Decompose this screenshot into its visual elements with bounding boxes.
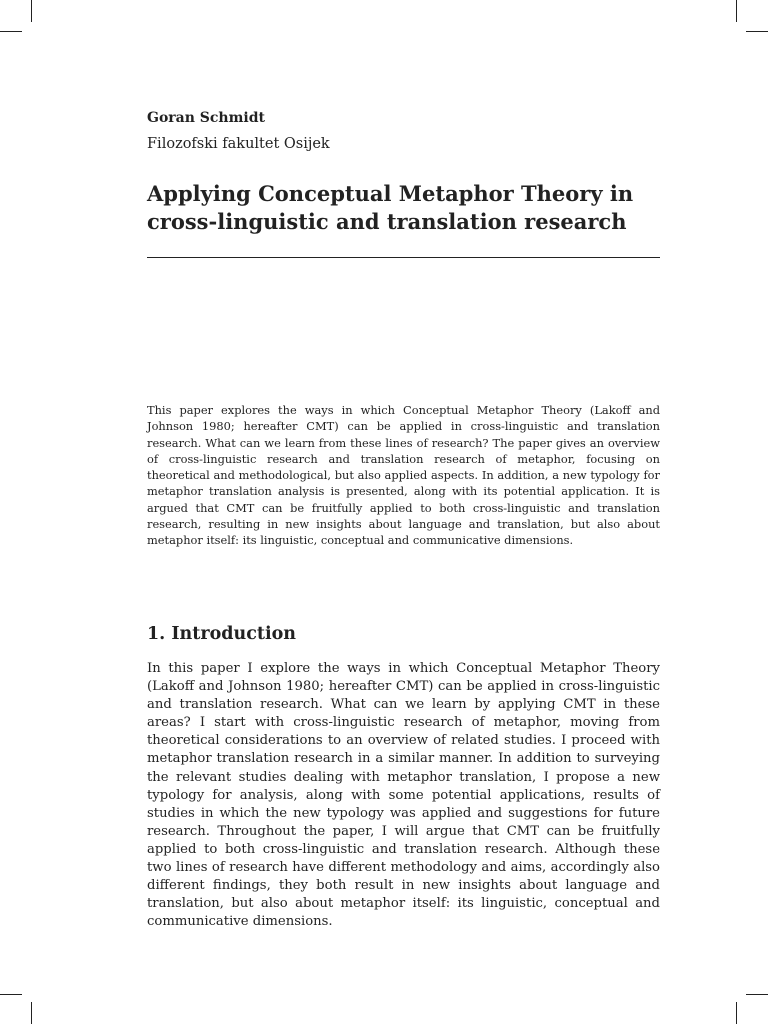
- title-divider: [147, 257, 660, 258]
- paper-title: Applying Conceptual Metaphor Theory in cross-linguistic and translation research: [147, 181, 634, 234]
- abstract: This paper explores the ways in which Conceptual Metaphor Theory (Lakoff and Johnson 1980; hereafter CMT) can be applied in cross-linguistic and translation research. What can we learn from these lines of research? The paper gives an overview of cross-linguistic research and translation research of metaphor, focusing on theoretical and methodological, but also applied aspects. In addition, a new typology for metaphor translation analysis is presented, along with its potential application. It is argued that CMT can be fruitfully applied to both cross-linguistic and translation research, resulting in new insights about language and translation, but also about metaphor itself: its linguistic, conceptual and communicative dimensions.: [147, 403, 660, 548]
- crop-mark-bottom-left-horizontal: [0, 994, 22, 995]
- crop-mark-bottom-left-vertical: [31, 1002, 32, 1024]
- author-affiliation: Filozofski fakultet Osijek: [147, 136, 330, 152]
- crop-mark-bottom-right-horizontal: [746, 994, 768, 995]
- crop-mark-top-right-horizontal: [746, 31, 768, 32]
- section-heading: 1. Introduction: [147, 624, 296, 644]
- section-body: In this paper I explore the ways in which Conceptual Metaphor Theory (Lakoff and Johnson 1980; hereafter CMT) can be applied in cross-linguistic and translation research. What can we learn by applying CMT in these areas? I start with cross-linguistic research of metaphor, moving from theoretical considerations to an overview of related studies. I proceed with metaphor translation research in a similar manner. In addition to surveying the relevant studies dealing with metaphor translation, I propose a new typology for analysis, along with some potential applications, results of studies in which the new typology was applied and suggestions for future research. Throughout the paper, I will argue that CMT can be fruitfully applied to both cross-linguistic and translation research. Although these two lines of research have different methodology and aims, accordingly also different findings, they both result in new insights about language and translation, but also about metaphor itself: its linguistic, conceptual and communicative dimensions.: [147, 661, 660, 930]
- crop-mark-bottom-right-vertical: [736, 1002, 737, 1024]
- crop-mark-top-left-horizontal: [0, 31, 22, 32]
- crop-mark-top-right-vertical: [736, 0, 737, 22]
- crop-mark-top-left-vertical: [31, 0, 32, 22]
- author-name: Goran Schmidt: [147, 110, 265, 126]
